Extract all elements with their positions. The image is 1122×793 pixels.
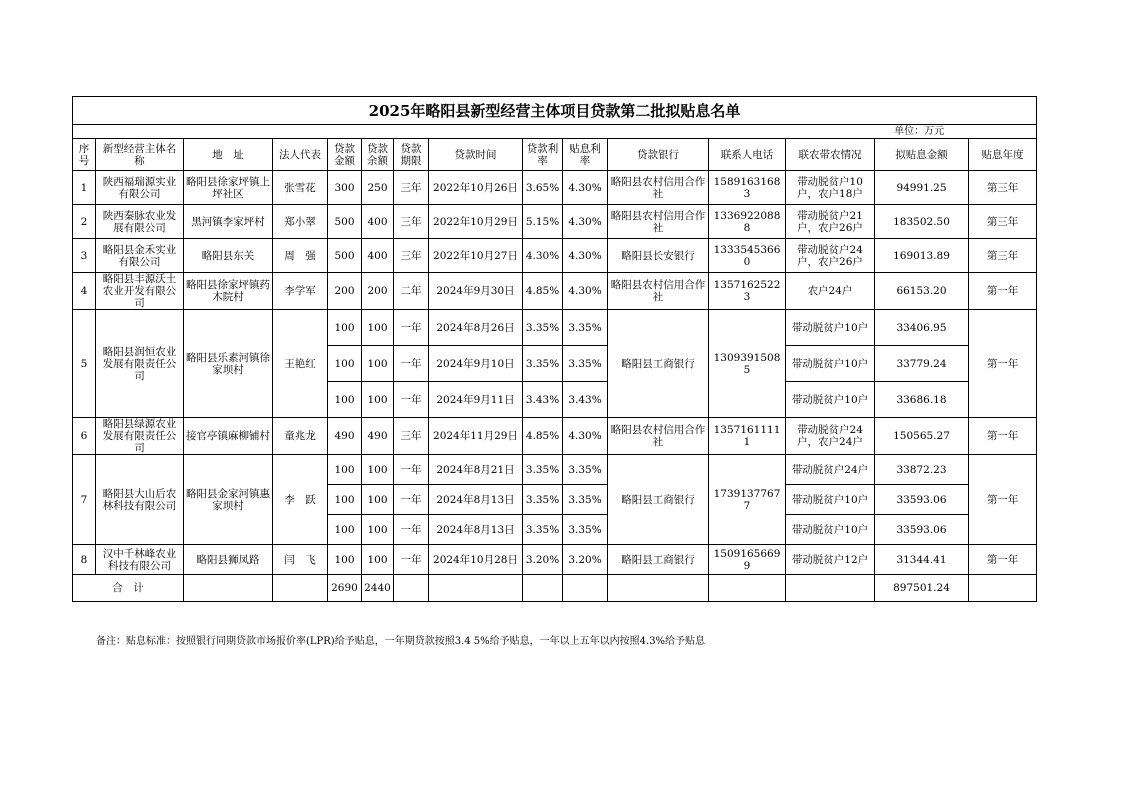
- legal-rep: 闫 飞: [273, 545, 328, 575]
- subsidy-amount: 31344.41: [875, 545, 969, 575]
- header-cell: 序号: [73, 139, 96, 171]
- bank: 略阳县农村信用合作社: [608, 418, 709, 455]
- legal-rep: 张雪花: [273, 171, 328, 205]
- farmer-linkage: 带动脱贫户24户，农户24户: [786, 418, 875, 455]
- loan-rate: 3.35%: [523, 515, 563, 545]
- table-row: [73, 418, 1037, 455]
- address: 黑河镇李家坪村: [184, 205, 273, 239]
- total-balance: 2440: [362, 575, 394, 602]
- loan-balance: 400: [362, 239, 394, 273]
- header-cell: 联农带农情况: [786, 139, 875, 171]
- loan-balance: 100: [362, 545, 394, 575]
- loan-amount: 100: [328, 310, 362, 346]
- loan-term: 三年: [394, 418, 429, 455]
- row-number: 7: [73, 455, 96, 545]
- table-row: [73, 205, 1037, 239]
- phone: 13571625223: [709, 273, 786, 310]
- farmer-linkage: 带动脱贫户24户: [786, 455, 875, 485]
- row-number: 6: [73, 418, 96, 455]
- loan-date: 2024年9月30日: [429, 273, 523, 310]
- loan-date: 2024年8月13日: [429, 515, 523, 545]
- empty-cell: [786, 575, 875, 602]
- table-row: [73, 273, 1037, 310]
- header-cell: 贴息年度: [969, 139, 1037, 171]
- entity-name: 略阳县大山后农林科技有限公司: [96, 455, 184, 545]
- entity-name: 略阳县金禾实业有限公司: [96, 239, 184, 273]
- phone: 17391377677: [709, 455, 786, 545]
- empty-cell: [969, 575, 1037, 602]
- subsidy-rate: 3.35%: [563, 346, 608, 382]
- subsidy-rate: 3.35%: [563, 515, 608, 545]
- loan-amount: 100: [328, 515, 362, 545]
- row-number: 1: [73, 171, 96, 205]
- entity-name: 略阳县润恒农业发展有限责任公司: [96, 310, 184, 418]
- loan-rate: 3.35%: [523, 455, 563, 485]
- address: 略阳县徐家坪镇药木院村: [184, 273, 273, 310]
- farmer-linkage: 带动脱贫户12户: [786, 545, 875, 575]
- loan-amount: 300: [328, 171, 362, 205]
- loan-date: 2024年11月29日: [429, 418, 523, 455]
- address: 接官亭镇麻柳铺村: [184, 418, 273, 455]
- phone: 13335453660: [709, 239, 786, 273]
- subsidy-year: 第一年: [969, 545, 1037, 575]
- legal-rep: 李 跃: [273, 455, 328, 545]
- subsidy-year: 第一年: [969, 310, 1037, 418]
- table-row: [73, 310, 1037, 346]
- loan-balance: 400: [362, 205, 394, 239]
- header-cell: 贷款银行: [608, 139, 709, 171]
- total-label: 合 计: [73, 575, 184, 602]
- address: 略阳县乐素河镇徐家坝村: [184, 310, 273, 418]
- empty-cell: [429, 575, 523, 602]
- footnote: 备注：贴息标准：按照银行同期贷款市场报价率(LPR)给予贴息，一年期贷款按照3.4 5%给予贴息，一年以上五年以内按照4.3%给予贴息: [96, 636, 706, 647]
- bank: 略阳县工商银行: [608, 310, 709, 418]
- unit-label: 单位：万元: [73, 125, 1037, 139]
- loan-amount: 100: [328, 382, 362, 418]
- row-number: 8: [73, 545, 96, 575]
- loan-date: 2022年10月29日: [429, 205, 523, 239]
- loan-term: 一年: [394, 346, 429, 382]
- loan-amount: 100: [328, 545, 362, 575]
- loan-amount: 500: [328, 239, 362, 273]
- bank: 略阳县农村信用合作社: [608, 205, 709, 239]
- empty-cell: [608, 575, 709, 602]
- loan-term: 一年: [394, 485, 429, 515]
- loan-balance: 100: [362, 310, 394, 346]
- bank: 略阳县农村信用合作社: [608, 171, 709, 205]
- legal-rep: 王艳红: [273, 310, 328, 418]
- table-row: [73, 455, 1037, 485]
- entity-name: 陕西秦脉农业发展有限公司: [96, 205, 184, 239]
- header-cell: 贷款时间: [429, 139, 523, 171]
- subsidy-amount: 94991.25: [875, 171, 969, 205]
- loan-amount: 100: [328, 346, 362, 382]
- loan-rate: 3.20%: [523, 545, 563, 575]
- table-row: [73, 239, 1037, 273]
- loan-balance: 200: [362, 273, 394, 310]
- bank: 略阳县工商银行: [608, 455, 709, 545]
- loan-term: 一年: [394, 310, 429, 346]
- header-cell: 贴息利率: [563, 139, 608, 171]
- empty-cell: [563, 575, 608, 602]
- subsidy-year: 第三年: [969, 171, 1037, 205]
- loan-date: 2024年10月28日: [429, 545, 523, 575]
- loan-term: 三年: [394, 205, 429, 239]
- row-number: 4: [73, 273, 96, 310]
- subsidy-amount: 33872.23: [875, 455, 969, 485]
- subsidy-rate: 3.35%: [563, 310, 608, 346]
- header-cell: 拟贴息金额: [875, 139, 969, 171]
- empty-cell: [184, 575, 273, 602]
- subsidy-rate: 3.35%: [563, 485, 608, 515]
- subsidy-rate: 3.43%: [563, 382, 608, 418]
- entity-name: 陕西福瑞源实业有限公司: [96, 171, 184, 205]
- loan-balance: 250: [362, 171, 394, 205]
- loan-term: 一年: [394, 455, 429, 485]
- farmer-linkage: 农户24户: [786, 273, 875, 310]
- farmer-linkage: 带动脱贫户10户: [786, 515, 875, 545]
- header-cell: 联系人电话: [709, 139, 786, 171]
- loan-term: 一年: [394, 382, 429, 418]
- loan-rate: 3.43%: [523, 382, 563, 418]
- subsidy-rate: 3.35%: [563, 455, 608, 485]
- entity-name: 略阳县丰源沃土农业开发有限公司: [96, 273, 184, 310]
- loan-date: 2024年8月21日: [429, 455, 523, 485]
- loan-rate: 3.65%: [523, 171, 563, 205]
- loan-balance: 100: [362, 515, 394, 545]
- row-number: 5: [73, 310, 96, 418]
- subsidy-amount: 33593.06: [875, 515, 969, 545]
- header-cell: 地 址: [184, 139, 273, 171]
- subsidy-year: 第三年: [969, 205, 1037, 239]
- total-amount: 2690: [328, 575, 362, 602]
- table-row: [73, 545, 1037, 575]
- legal-rep: 周 强: [273, 239, 328, 273]
- subsidy-amount: 33593.06: [875, 485, 969, 515]
- loan-subsidy-sheet: [72, 96, 1036, 602]
- loan-balance: 100: [362, 346, 394, 382]
- loan-term: 三年: [394, 171, 429, 205]
- row-number: 2: [73, 205, 96, 239]
- subsidy-amount: 150565.27: [875, 418, 969, 455]
- header-row: [73, 139, 1037, 171]
- subsidy-rate: 4.30%: [563, 273, 608, 310]
- loan-date: 2022年10月27日: [429, 239, 523, 273]
- row-number: 3: [73, 239, 96, 273]
- header-cell: 贷款利率: [523, 139, 563, 171]
- loan-date: 2024年9月10日: [429, 346, 523, 382]
- subsidy-year: 第一年: [969, 273, 1037, 310]
- subsidy-amount: 33686.18: [875, 382, 969, 418]
- loan-rate: 5.15%: [523, 205, 563, 239]
- address: 略阳县金家河镇惠家坝村: [184, 455, 273, 545]
- entity-name: 略阳县绿源农业发展有限责任公司: [96, 418, 184, 455]
- subsidy-rate: 4.30%: [563, 171, 608, 205]
- header-cell: 贷款金额: [328, 139, 362, 171]
- loan-date: 2024年8月26日: [429, 310, 523, 346]
- loan-balance: 100: [362, 382, 394, 418]
- farmer-linkage: 带动脱贫户21户，农户26户: [786, 205, 875, 239]
- empty-cell: [273, 575, 328, 602]
- total-subsidy: 897501.24: [875, 575, 969, 602]
- subsidy-amount: 169013.89: [875, 239, 969, 273]
- loan-amount: 100: [328, 485, 362, 515]
- subsidy-year: 第一年: [969, 418, 1037, 455]
- bank: 略阳县工商银行: [608, 545, 709, 575]
- loan-date: 2024年9月11日: [429, 382, 523, 418]
- header-cell: 法人代表: [273, 139, 328, 171]
- loan-rate: 3.35%: [523, 485, 563, 515]
- address: 略阳县狮凤路: [184, 545, 273, 575]
- entity-name: 汉中千林峰农业科技有限公司: [96, 545, 184, 575]
- farmer-linkage: 带动脱贫户10户: [786, 310, 875, 346]
- header-cell: 贷款余额: [362, 139, 394, 171]
- total-row: [73, 575, 1037, 602]
- legal-rep: 郑小翠: [273, 205, 328, 239]
- loan-term: 三年: [394, 239, 429, 273]
- loan-rate: 4.30%: [523, 239, 563, 273]
- subsidy-rate: 4.30%: [563, 205, 608, 239]
- farmer-linkage: 带动脱贫户10户: [786, 485, 875, 515]
- farmer-linkage: 带动脱贫户24户，农户26户: [786, 239, 875, 273]
- legal-rep: 童兆龙: [273, 418, 328, 455]
- loan-balance: 100: [362, 455, 394, 485]
- farmer-linkage: 带动脱贫户10户: [786, 382, 875, 418]
- empty-cell: [709, 575, 786, 602]
- bank: 略阳县长安银行: [608, 239, 709, 273]
- address: 略阳县东关: [184, 239, 273, 273]
- phone: 13369220888: [709, 205, 786, 239]
- header-cell: 贷款期限: [394, 139, 429, 171]
- subsidy-rate: 4.30%: [563, 418, 608, 455]
- bank: 略阳县农村信用合作社: [608, 273, 709, 310]
- empty-cell: [394, 575, 429, 602]
- subsidy-amount: 183502.50: [875, 205, 969, 239]
- subsidy-table: [72, 96, 1037, 602]
- loan-amount: 100: [328, 455, 362, 485]
- phone: 13093915085: [709, 310, 786, 418]
- loan-amount: 200: [328, 273, 362, 310]
- phone: 15891631683: [709, 171, 786, 205]
- phone: 13571611111: [709, 418, 786, 455]
- subsidy-year: 第三年: [969, 239, 1037, 273]
- loan-amount: 500: [328, 205, 362, 239]
- farmer-linkage: 带动脱贫户10户，农户18户: [786, 171, 875, 205]
- loan-rate: 4.85%: [523, 273, 563, 310]
- page-title: 2025年略阳县新型经营主体项目贷款第二批拟贴息名单: [73, 97, 1037, 125]
- loan-rate: 4.85%: [523, 418, 563, 455]
- legal-rep: 李学军: [273, 273, 328, 310]
- farmer-linkage: 带动脱贫户10户: [786, 346, 875, 382]
- loan-rate: 3.35%: [523, 346, 563, 382]
- header-cell: 新型经营主体名称: [96, 139, 184, 171]
- subsidy-rate: 3.20%: [563, 545, 608, 575]
- subsidy-amount: 33779.24: [875, 346, 969, 382]
- loan-date: 2024年8月13日: [429, 485, 523, 515]
- loan-rate: 3.35%: [523, 310, 563, 346]
- table-row: [73, 171, 1037, 205]
- phone: 15091656699: [709, 545, 786, 575]
- subsidy-amount: 33406.95: [875, 310, 969, 346]
- subsidy-amount: 66153.20: [875, 273, 969, 310]
- subsidy-year: 第一年: [969, 455, 1037, 545]
- loan-term: 二年: [394, 273, 429, 310]
- address: 略阳县徐家坪镇上坪社区: [184, 171, 273, 205]
- loan-balance: 100: [362, 485, 394, 515]
- loan-term: 一年: [394, 515, 429, 545]
- loan-date: 2022年10月26日: [429, 171, 523, 205]
- loan-balance: 490: [362, 418, 394, 455]
- subsidy-rate: 4.30%: [563, 239, 608, 273]
- loan-amount: 490: [328, 418, 362, 455]
- loan-term: 一年: [394, 545, 429, 575]
- empty-cell: [523, 575, 563, 602]
